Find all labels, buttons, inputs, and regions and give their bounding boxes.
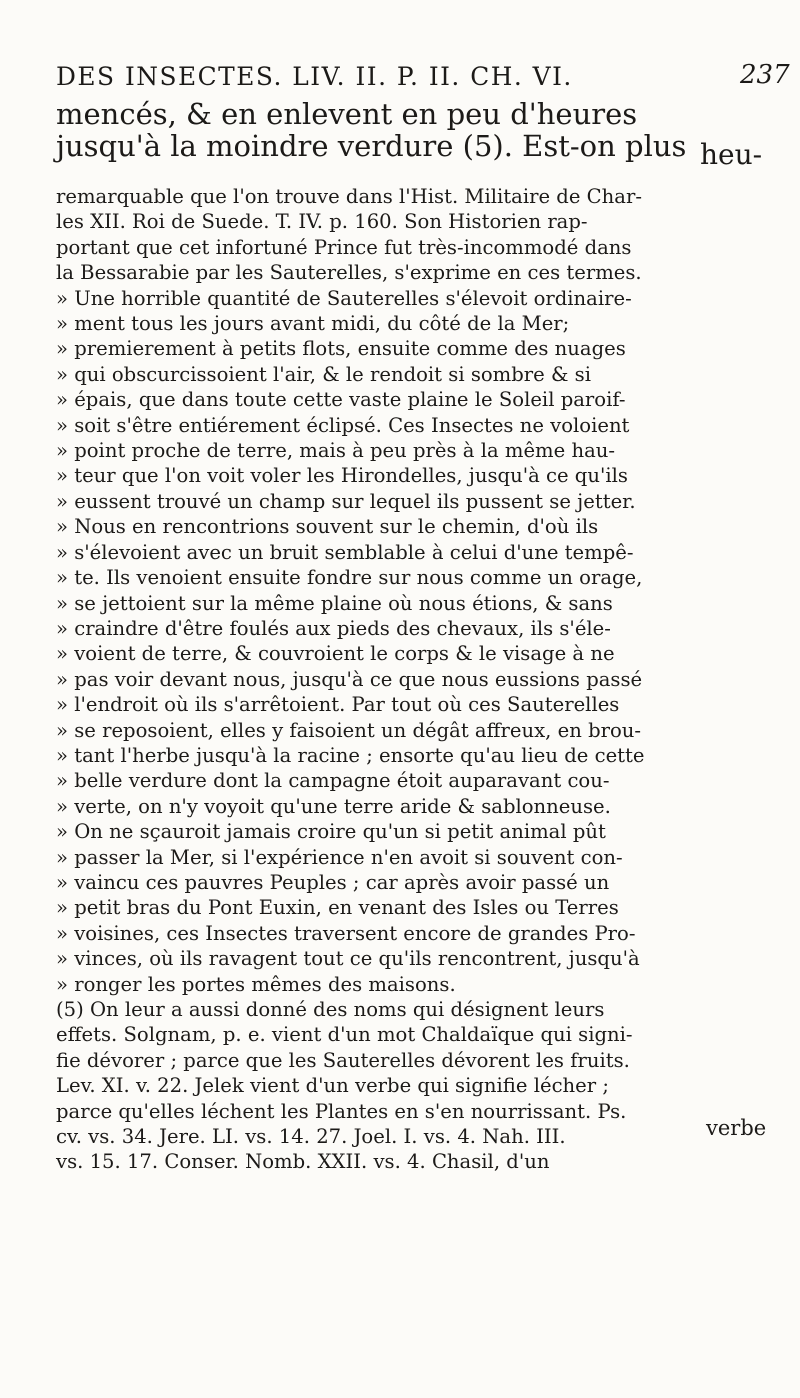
footnote-line: » craindre d'être foulés aux pieds des chevaux, ils s'éle-: [56, 616, 611, 640]
footnote-line: » passer la Mer, si l'expérience n'en avoit si souvent con-: [56, 845, 623, 869]
footnote-line: » teur que l'on voit voler les Hirondelles, jusqu'à ce qu'ils: [56, 464, 628, 488]
footnote-line: » petit bras du Pont Euxin, en venant des Isles ou Terres: [56, 896, 619, 920]
main-catchword: heu-: [700, 138, 763, 171]
footnote-line: » Nous en rencontrions souvent sur le chemin, d'où ils: [56, 515, 599, 539]
footnote-line: remarquable que l'on trouve dans l'Hist. Militaire de Char-: [56, 185, 642, 208]
page-number: 237: [740, 60, 790, 90]
footnote-line: » eussent trouvé un champ sur lequel ils pussent se jetter.: [56, 489, 636, 513]
footnote-line: » l'endroit où ils s'arrêtoient. Par tout où ces Sauterelles: [56, 693, 620, 717]
main-text-block: [56, 98, 746, 162]
footnote-line: vs. 15. 17. Conser. Nomb. XXII. vs. 4. Chasil, d'un: [56, 1150, 550, 1174]
footnote-line: cv. vs. 34. Jere. LI. vs. 14. 27. Joel. I. vs. 4. Nah. III.: [56, 1125, 566, 1149]
footnote-line: » vinces, où ils ravagent tout ce qu'ils rencontrent, jusqu'à: [56, 947, 640, 971]
footnote-line: » s'élevoient avec un bruit semblable à celui d'une tempê-: [56, 540, 634, 564]
footnote-line: » vaincu ces pauvres Peuples ; car après avoir passé un: [56, 870, 610, 894]
footnote-line: » ronger les portes mêmes des maisons.: [56, 972, 456, 996]
footnote-line: effets. Solgnam, p. e. vient d'un mot Chaldaïque qui signi-: [56, 1023, 633, 1047]
footnote-line: » tant l'herbe jusqu'à la racine ; ensorte qu'au lieu de cette: [56, 743, 645, 767]
footnote-line: » belle verdure dont la campagne étoit auparavant cou-: [56, 769, 610, 793]
footnote-line: » pas voir devant nous, jusqu'à ce que nous eussions passé: [56, 667, 643, 691]
footnote-line: » premierement à petits flots, ensuite comme des nuages: [56, 337, 626, 361]
footnote-line: » épais, que dans toute cette vaste plaine le Soleil paroif-: [56, 388, 626, 412]
footnote-line: » se jettoient sur la même plaine où nous étions, & sans: [56, 591, 613, 615]
footnote-line: Lev. XI. v. 22. Jelek vient d'un verbe qui signifie lécher ;: [56, 1074, 609, 1098]
footnote-line: parce qu'elles léchent les Plantes en s'en nourrissant. Ps.: [56, 1099, 627, 1123]
footnote-line: (5) On leur a aussi donné des noms qui désignent leurs: [56, 998, 605, 1021]
footnote-line: » Une horrible quantité de Sauterelles s'élevoit ordinaire-: [56, 286, 632, 310]
main-text-line: jusqu'à la moindre verdure (5). Est-on plus: [56, 129, 687, 163]
footnote-line: » te. Ils venoient ensuite fondre sur nous comme un orage,: [56, 566, 643, 590]
footnote-line: » soit s'être entiérement éclipsé. Ces Insectes ne voloient: [56, 413, 630, 437]
footnote-line: la Bessarabie par les Sauterelles, s'exprime en ces termes.: [56, 261, 642, 285]
footnote-line: » On ne sçauroit jamais croire qu'un si petit animal pût: [56, 820, 606, 844]
footnote-line: portant que cet infortuné Prince fut très-incommodé dans: [56, 235, 632, 259]
footnote-line: » voisines, ces Insectes traversent encore de grandes Pro-: [56, 921, 636, 945]
footnotes-block: [56, 184, 760, 1175]
footnote-line: » qui obscurcissoient l'air, & le rendoit si sombre & si: [56, 362, 591, 386]
running-title: DES INSECTES. LIV. II. P. II. CH. VI.: [56, 62, 573, 91]
footnote-line: fie dévorer ; parce que les Sauterelles dévorent les fruits.: [56, 1048, 630, 1072]
footnote-line: les XII. Roi de Suede. T. IV. p. 160. Son Historien rap-: [56, 210, 588, 234]
main-text-line: mencés, & en enlevent en peu d'heures: [56, 97, 638, 131]
footnote-line: » se reposoient, elles y faisoient un dégât affreux, en brou-: [56, 718, 642, 742]
footnote-line: » ment tous les jours avant midi, du côté de la Mer;: [56, 312, 570, 336]
footnote-line: » verte, on n'y voyoit qu'une terre aride & sablonneuse.: [56, 794, 611, 818]
notes-catchword: verbe: [706, 1116, 767, 1140]
footnote-line: » voient de terre, & couvroient le corps & le visage à ne: [56, 642, 615, 666]
footnote-line: » point proche de terre, mais à peu près à la même hau-: [56, 439, 615, 463]
